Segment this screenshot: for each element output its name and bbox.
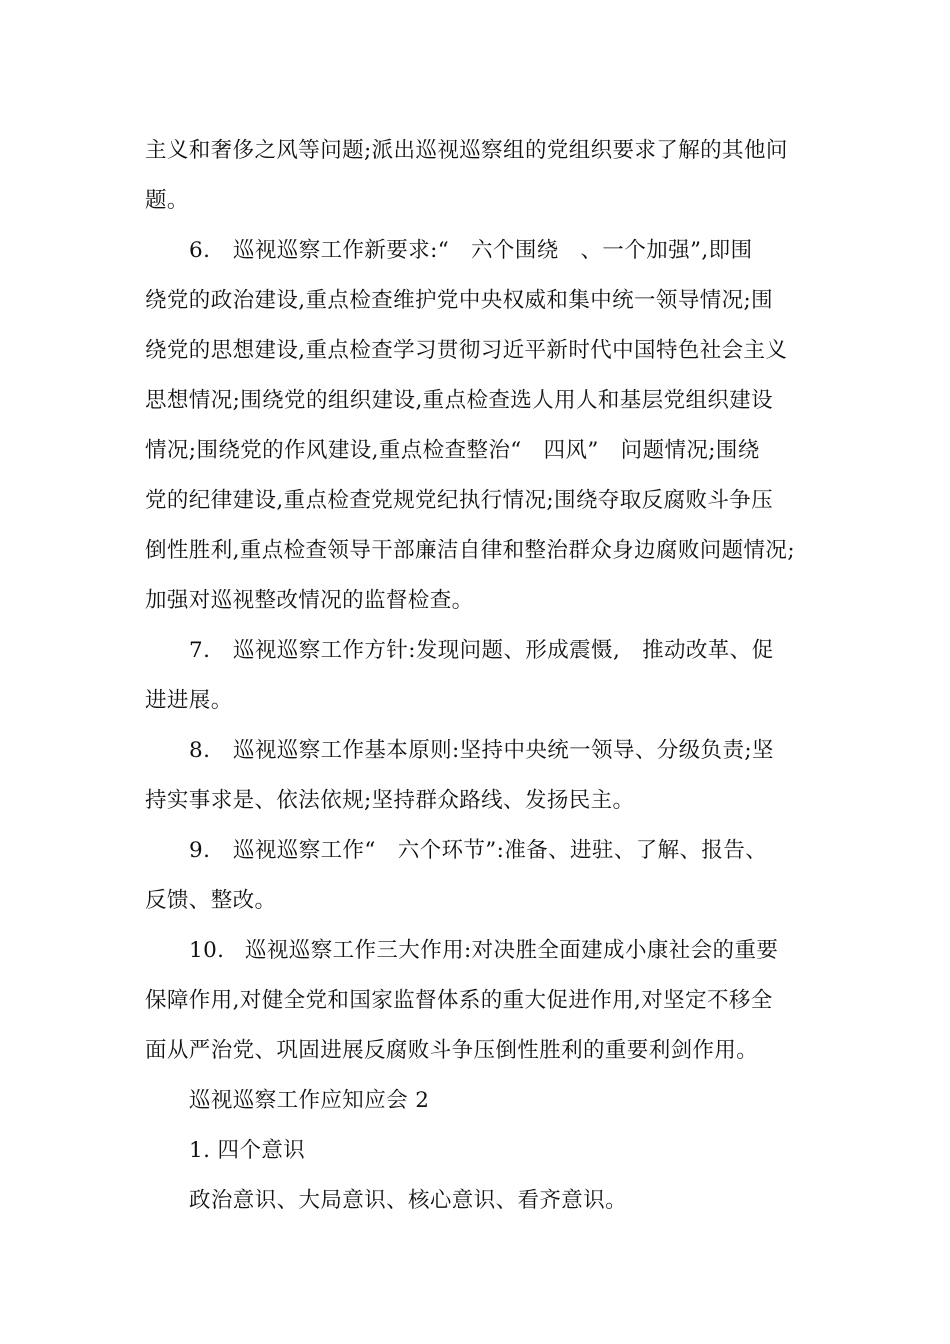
paragraph-line: 党的纪律建设,重点检查党规党纪执行情况;围绕夺取反腐败斗争压 — [145, 488, 774, 513]
list-item-10 — [189, 936, 869, 966]
paragraph-line: 情况;围绕党的作风建设,重点检查整治“ 四风” 问题情况;围绕 — [145, 438, 760, 463]
paragraph-line: 进进展。 — [145, 688, 233, 713]
list-item-number: 10. — [189, 938, 225, 963]
subheading: 1. 四个意识 — [189, 1138, 306, 1163]
list-item-number: 6. — [189, 238, 211, 263]
paragraph-line: 绕党的政治建设,重点检查维护党中央权威和集中统一领导情况;围 — [145, 288, 774, 313]
list-item-text: 巡视巡察工作基本原则:坚持中央统一领导、分级负责;坚 — [233, 738, 774, 763]
list-item-text: 巡视巡察工作“ 六个环节”:准备、进驻、了解、报告、 — [233, 838, 768, 863]
list-item-8 — [189, 736, 869, 766]
paragraph-line: 加强对巡视整改情况的监督检查。 — [145, 588, 474, 613]
list-item-number: 8. — [189, 738, 211, 763]
list-item-text: 巡视巡察工作三大作用:对决胜全面建成小康社会的重要 — [245, 938, 779, 963]
paragraph-line: 思想情况;围绕党的组织建设,重点检查选人用人和基层党组织建设 — [145, 388, 774, 413]
list-item-number: 7. — [189, 638, 211, 663]
list-item-9 — [189, 836, 869, 866]
list-item-6 — [189, 236, 869, 266]
paragraph-line: 绕党的思想建设,重点检查学习贯彻习近平新时代中国特色社会主义 — [145, 338, 788, 363]
list-item-number: 9. — [189, 838, 211, 863]
paragraph-line: 面从严治党、巩固进展反腐败斗争压倒性胜利的重要利剑作用。 — [145, 1038, 759, 1063]
paragraph-line: 政治意识、大局意识、核心意识、看齐意识。 — [189, 1188, 628, 1213]
list-item-text: 巡视巡察工作方针:发现问题、形成震慑, 推动改革、促 — [233, 638, 774, 663]
list-item-7 — [189, 636, 869, 666]
paragraph-line: 题。 — [145, 188, 189, 213]
paragraph-line: 反馈、整改。 — [145, 888, 277, 913]
paragraph-line: 保障作用,对健全党和国家监督体系的重大促进作用,对坚定不移全 — [145, 988, 773, 1013]
paragraph-line: 持实事求是、依法依规;坚持群众路线、发扬民主。 — [145, 788, 635, 813]
section-heading: 巡视巡察工作应知应会 2 — [189, 1088, 430, 1113]
paragraph-line: 主义和奢侈之风等问题;派出巡视巡察组的党组织要求了解的其他问 — [145, 138, 788, 163]
paragraph-line: 倒性胜利,重点检查领导干部廉洁自律和整治群众身边腐败问题情况; — [145, 538, 795, 563]
list-item-text: 巡视巡察工作新要求:“ 六个围绕 、一个加强”,即围 — [233, 238, 753, 263]
